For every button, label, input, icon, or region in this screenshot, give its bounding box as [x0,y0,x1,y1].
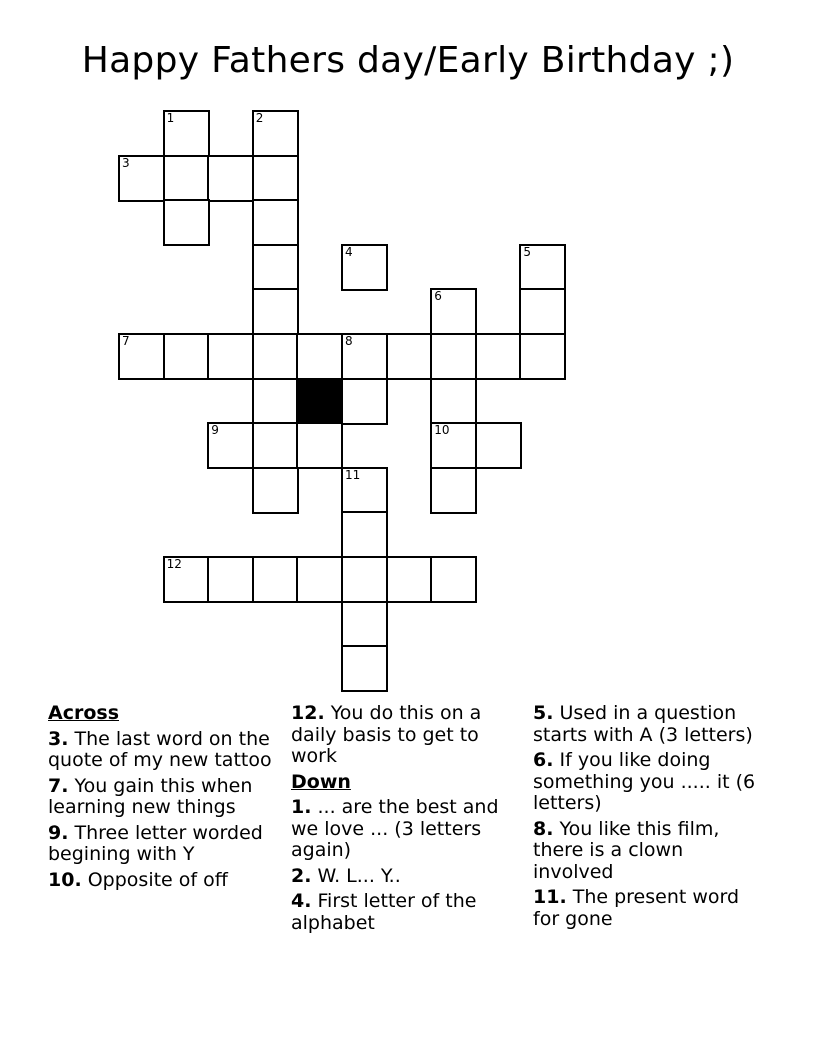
clue-down-2 [291,866,523,888]
clue-text: Used in a question starts with A (3 letters) [533,702,753,746]
grid-block-cell [296,378,343,425]
grid-cell[interactable] [386,333,433,380]
clue-down-5 [533,703,765,746]
grid-cell[interactable] [252,378,299,425]
grid-cell[interactable] [207,155,254,202]
clue-across-3 [48,729,280,772]
clue-text: Three letter worded begining with Y [48,821,263,865]
grid-cell[interactable] [430,422,477,469]
grid-cell[interactable] [163,110,210,157]
clue-number-label: 3 [122,155,130,170]
clue-number-label: 1 [166,111,175,125]
grid-cell[interactable] [252,556,299,603]
clue-text: The last word on the quote of my new tattoo [48,727,272,771]
grid-cell[interactable] [430,333,477,380]
clue-down-6 [533,750,765,815]
grid-cell[interactable] [118,155,165,202]
clue-across-10 [48,870,280,892]
clue-number-label: 12 [166,557,182,571]
clue-number: 12. [291,702,325,724]
clue-number: 2. [291,864,312,887]
clue-number-label: 5 [523,244,532,259]
grid-cell[interactable] [341,333,388,380]
clue-number-label: 4 [345,244,353,259]
clue-number: 5. [533,702,554,724]
clue-text: The present word for gone [533,886,740,930]
grid-cell[interactable] [163,333,210,380]
clue-number-label: 8 [345,334,353,348]
grid-cell[interactable] [163,199,210,246]
clue-down-8 [533,819,765,884]
clue-text: If you like doing something you ..... it (6 letters) [533,749,756,814]
grid-cell[interactable] [252,199,299,246]
clue-number-label: 2 [255,111,264,125]
clue-number-label: 9 [211,423,219,438]
across-heading: Across [48,702,120,724]
grid-cell[interactable] [118,333,165,380]
grid-cell[interactable] [252,467,299,514]
clue-number: 8. [533,817,554,840]
clue-text: First letter of the alphabet [291,890,477,934]
grid-cell[interactable] [519,288,566,335]
grid-cell[interactable] [163,155,210,202]
grid-cell[interactable] [296,422,343,469]
clue-text: You do this on a daily basis to get to work [291,702,482,767]
clues-column-2 [291,703,523,938]
puzzle-title: Happy Fathers day/Early Birthday ;) [81,40,735,81]
grid-cell[interactable] [341,244,388,291]
grid-cell[interactable] [430,556,477,603]
clue-number-label: 7 [122,334,130,348]
down-heading: Down [291,770,351,793]
grid-cell[interactable] [252,333,299,380]
clue-across-7 [48,776,280,819]
grid-cell[interactable] [252,110,299,157]
grid-cell[interactable] [341,601,388,648]
clue-number: 10. [48,868,82,891]
clue-number-label: 11 [345,467,361,482]
grid-cell[interactable] [519,333,566,380]
clues-column-1 [48,703,280,895]
clue-text: Opposite of off [87,868,228,891]
grid-cell[interactable] [430,467,477,514]
clue-number: 6. [533,749,554,771]
clue-text: You gain this when learning new things [48,774,253,818]
clue-number: 3. [48,727,69,750]
grid-cell[interactable] [207,333,254,380]
grid-cell[interactable] [252,422,299,469]
grid-cell[interactable] [430,378,477,425]
clue-number: 4. [291,890,312,912]
clue-number: 9. [48,821,69,844]
clue-text: W. L... Y.. [317,864,401,887]
clue-across-9 [48,823,280,866]
grid-cell[interactable] [207,422,254,469]
clues-column-3 [533,703,765,934]
grid-cell[interactable] [475,333,522,380]
grid-cell[interactable] [296,333,343,380]
grid-cell[interactable] [252,244,299,291]
clue-down-11 [533,887,765,930]
clue-number-label: 10 [434,423,450,438]
grid-cell[interactable] [341,378,388,425]
grid-cell[interactable] [341,556,388,603]
grid-cell[interactable] [207,556,254,603]
grid-cell[interactable] [386,556,433,603]
clue-text: You like this film, there is a clown involved [533,817,720,883]
clue-number-label: 6 [434,289,442,304]
clue-number: 7. [48,774,69,797]
clue-number: 1. [291,796,312,818]
clue-down-1 [291,797,523,862]
grid-cell[interactable] [296,556,343,603]
grid-cell[interactable] [341,467,388,514]
grid-cell[interactable] [252,155,299,202]
clue-number: 11. [533,886,567,908]
grid-cell[interactable] [252,288,299,335]
grid-cell[interactable] [519,244,566,291]
grid-cell[interactable] [341,645,388,692]
clue-text: ... are the best and we love ... (3 letters again) [291,796,499,861]
clue-across-12 [291,703,523,768]
grid-cell[interactable] [430,288,477,335]
grid-cell[interactable] [475,422,522,469]
clue-down-4 [291,891,523,934]
grid-cell[interactable] [341,511,388,558]
grid-cell[interactable] [163,556,210,603]
